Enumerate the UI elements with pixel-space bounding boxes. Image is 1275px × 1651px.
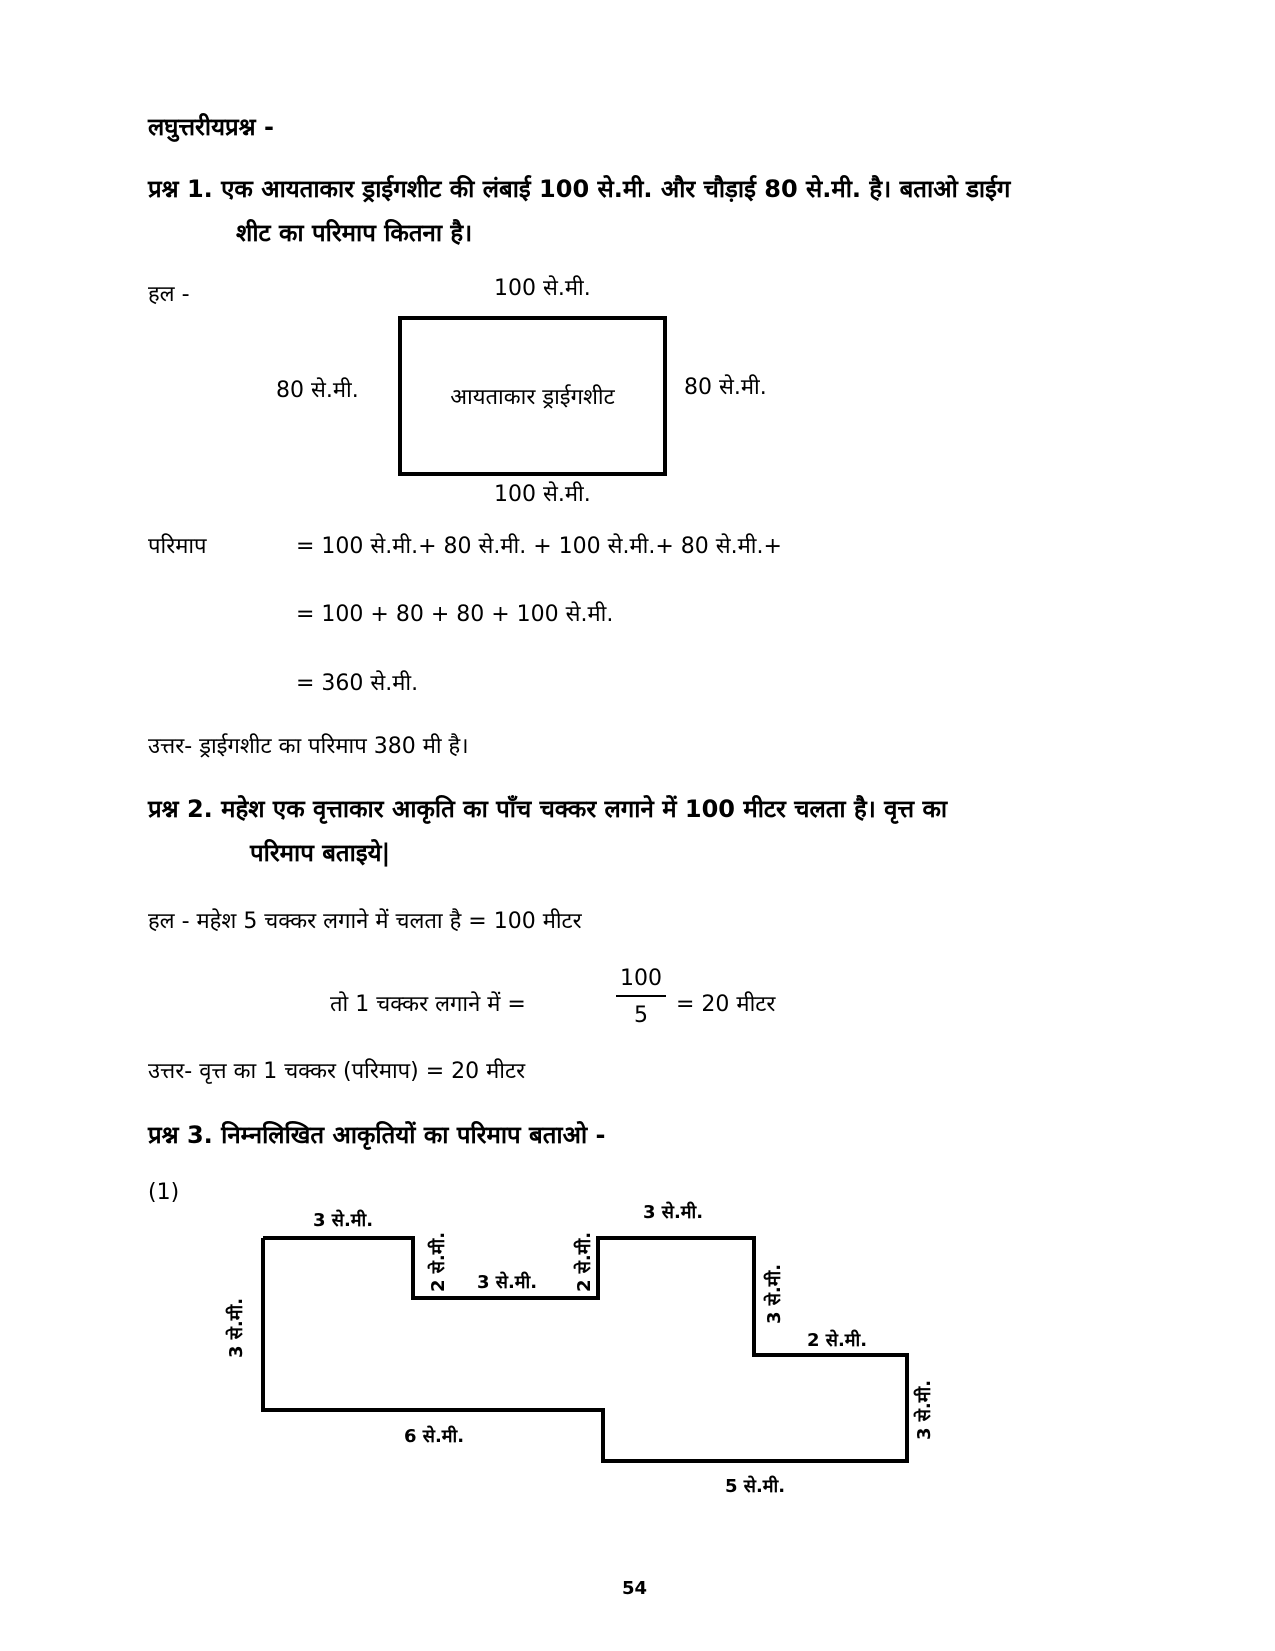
question-2-solution-line-1: हल - महेश 5 चक्कर लगाने में चलता है = 100 मीटर	[148, 909, 582, 934]
rect-right-label: 80 से.मी.	[684, 375, 767, 400]
section-heading: लघुत्तरीयप्रश्न -	[148, 113, 274, 141]
figure-number: (1)	[148, 1180, 180, 1205]
question-2-answer: उत्तर- वृत्त का 1 चक्कर (परिमाप) = 20 मीटर	[148, 1059, 526, 1084]
rect-top-label: 100 से.मी.	[494, 276, 591, 301]
question-1-line-1: प्रश्न 1. एक आयताकार ड्राईगशीट की लंबाई 100 से.मी. और चौड़ाई 80 से.मी. है। बताओ डाईग	[148, 175, 1011, 203]
question-1-answer: उत्तर- ड्राईगशीट का परिमाप 380 मी है।	[148, 734, 469, 759]
label-step-right: 2 से.मी.	[807, 1330, 868, 1351]
label-left-side: 3 से.मी.	[226, 1297, 247, 1359]
fraction-denominator: 5	[634, 1003, 648, 1028]
label-step-down: 3 से.मी.	[764, 1263, 785, 1325]
question-2-result: = 20 मीटर	[676, 992, 776, 1017]
label-notch-right: 2 से.मी.	[574, 1231, 595, 1293]
label-notch-left: 2 से.मी.	[428, 1231, 449, 1293]
question-2-line-2: परिमाप बताइये|	[250, 839, 391, 867]
perimeter-step-3: = 360 से.मी.	[296, 671, 419, 696]
question-2-line-1: प्रश्न 2. महेश एक वृत्ताकार आकृति का पाँच चक्कर लगाने में 100 मीटर चलता है। वृत्त का	[148, 795, 948, 823]
rect-inside-label: आयताकार ड्राईगशीट	[450, 385, 615, 410]
label-right-side: 3 से.मी.	[914, 1379, 935, 1441]
perimeter-label: परिमाप	[148, 534, 207, 559]
label-top-right: 3 से.मी.	[643, 1202, 704, 1223]
rect-bottom-label: 100 से.मी.	[494, 482, 591, 507]
question-2-solution-line-2: तो 1 चक्कर लगाने में =	[330, 992, 526, 1017]
solution-label: हल -	[148, 282, 190, 307]
label-notch-bottom: 3 से.मी.	[477, 1272, 538, 1293]
label-bottom-left: 6 से.मी.	[404, 1426, 465, 1447]
fraction-numerator: 100	[616, 966, 666, 997]
perimeter-step-2: = 100 + 80 + 80 + 100 से.मी.	[296, 602, 614, 627]
perimeter-step-1: = 100 से.मी.+ 80 से.मी. + 100 से.मी.+ 80 से.मी.+	[296, 534, 782, 559]
question-1-line-2: शीट का परिमाप कितना है।	[236, 219, 473, 247]
label-bottom-right: 5 से.मी.	[725, 1476, 786, 1497]
question-3-line-1: प्रश्न 3. निम्नलिखित आकृतियों का परिमाप बताओ -	[148, 1121, 606, 1149]
rect-left-label: 80 से.मी.	[276, 378, 359, 403]
page-number: 54	[622, 1578, 648, 1599]
label-top-left: 3 से.मी.	[313, 1210, 374, 1231]
